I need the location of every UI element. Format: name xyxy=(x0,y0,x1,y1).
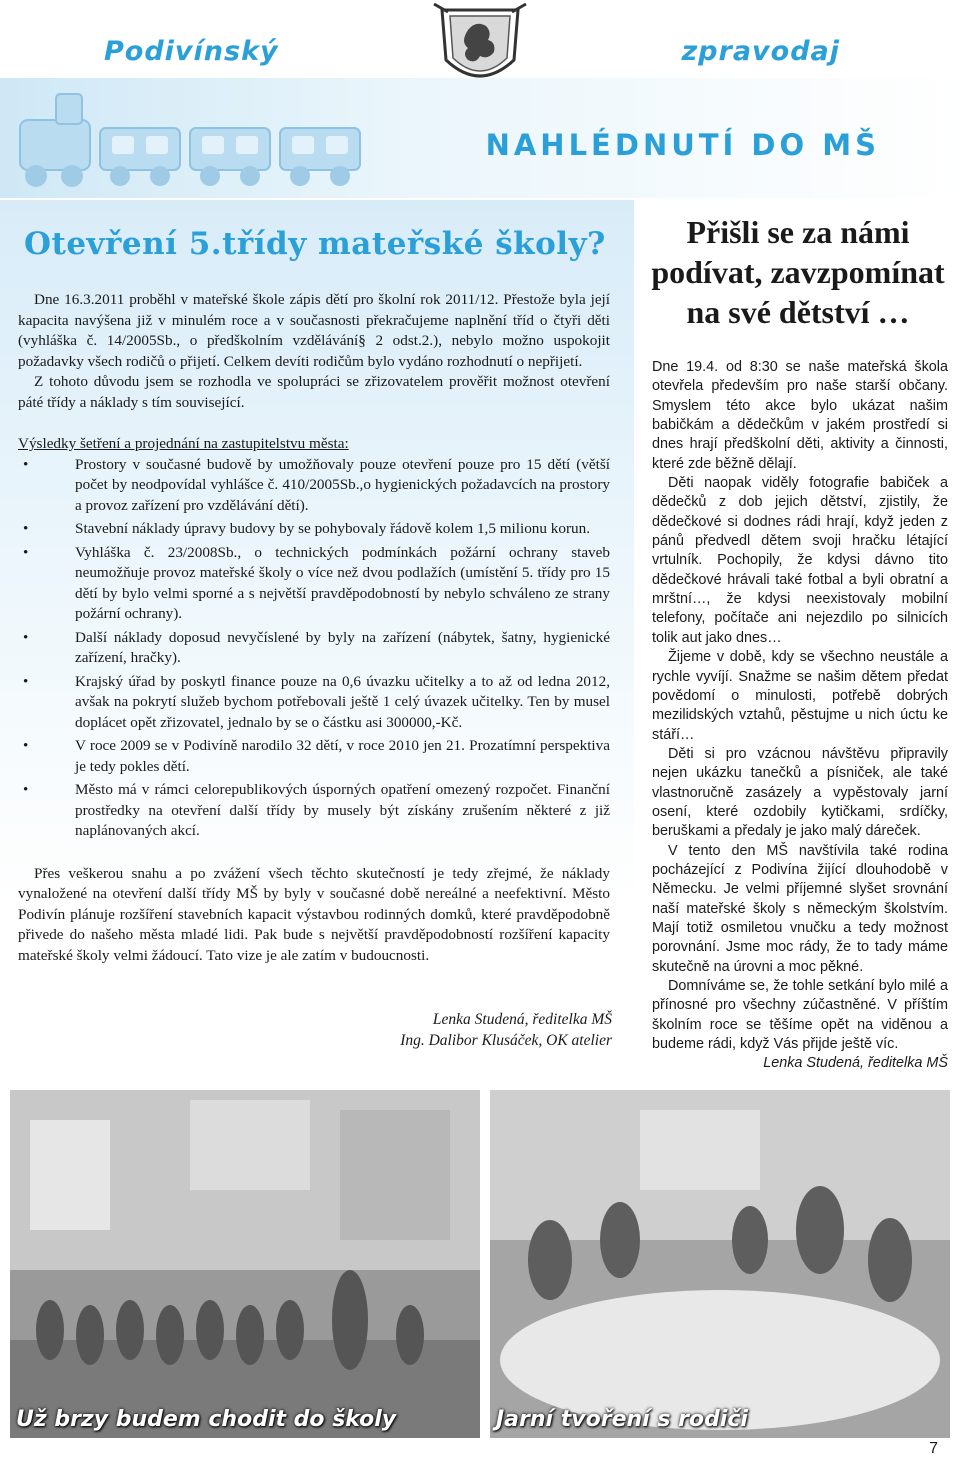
sidebar-paragraph: Žijeme v době, kdy se všechno neustále a rychle vyvíjí. Snažme se našim dětem předat povědomí o minulosti, potřebě dobrých mezilidských vztahů, pěstujme u nich úctu ke stáří… xyxy=(652,649,948,743)
article-signature-1: Lenka Studená, ředitelka MŠ xyxy=(432,1011,612,1028)
article-signature-2: Ing. Dalibor Klusáček, OK atelier xyxy=(400,1032,612,1049)
sidebar-paragraph: Děti naopak viděly fotografie babiček a dědečků z dob jejich dětství, zjistily, že dědečkové si dodnes rádi hrají, když jeden z pánů předvedl dětem svoji hračku létající vrtulník. Pochopily, že kdysi dávno tito dědečkové hrávali také fotbal a byli obratní a mrštní…, že kdysi neexistovaly mobilní telefony, počítače ani nejezdilo po silnicích tolik aut jako dnes… xyxy=(652,475,948,646)
article-title: Otevření 5.třídy mateřské školy? xyxy=(24,226,606,262)
sidebar-paragraph: Dne 19.4. od 8:30 se naše mateřská škola otevřela především pro naše starší občany. Smyslem této akce bylo ukázat našim babičkám a dědečkům v jakém prostředí si dnes hrají předškolní děti, aktivity a činnosti, které zde běžně dělají. xyxy=(652,359,948,472)
photo-children-class xyxy=(10,1090,480,1438)
sidebar-title: Přišli se za námi podívat, zavzpomínat na své dětství … xyxy=(651,214,945,330)
masthead-right: zpravodaj xyxy=(681,36,840,67)
page-header xyxy=(0,0,960,200)
sidebar-signature: Lenka Studená, ředitelka MŠ xyxy=(763,1055,948,1072)
page-number: 7 xyxy=(929,1440,938,1457)
town-crest-icon xyxy=(428,0,532,92)
list-item: • Město má v rámci celorepublikových úsporných opatření omezený rozpočet. Finanční prostředky na otevření další třídy by musely být získány zrušením některé z již naplánovaných akcí. xyxy=(18,780,610,842)
list-item: • Vyhláška č. 23/2008Sb., o technických podmínkách požární ochrany staveb neumožňuje provoz mateřské školy o více než dvou podlažích (umístění 5. třídy pro 15 dětí by bylo velmi sporné a s největší pravděpodobností by nebylo schváleno ze strany požární ochrany). xyxy=(18,543,610,625)
photo-caption: Už brzy budem chodit do školy xyxy=(16,1407,397,1432)
photo-spring-crafts-image xyxy=(490,1090,950,1438)
photo-caption: Jarní tvoření s rodiči xyxy=(496,1407,748,1432)
article-paragraph-3: Přes veškerou snahu a po zvážení všech těchto skutečností je tedy zřejmé, že náklady vynaložené na otevření další třídy MŠ by byly v současné době nereálné a neefektivní. Město Podivín plánuje rozšíření stavebních kapacit výstavbou rodinných domků, které pravděpodobně přivede do našeho města mladé lidi. Pak bude s největší pravděpodobností rozšíření kapacity mateřské školy velmi žádoucí. Tato vize je ale zatím v budoucnosti. xyxy=(18,864,610,964)
list-item: • Krajský úřad by poskytl finance pouze na 0,6 úvazku učitelky a to až od ledna 2012, avšak na pokrytí služeb bychom potřebovali ještě 1 celý úvazek učitelky. Ten by musel doplácet opět zřizovatel, jednalo by se o částku asi 300000,-Kč. xyxy=(18,672,610,734)
list-item: • Další náklady doposud nevyčíslené by byly na zařízení (nábytek, šatny, hygienické zařízení, hračky). xyxy=(18,628,610,669)
photo-children-class-image xyxy=(10,1090,480,1438)
train-illustration-icon xyxy=(0,80,420,198)
sidebar-paragraph: Děti si pro vzácnou návštěvu připravily nejen ukázku tanečků a písniček, ale také vlastnoručně zasázely a vypěstovaly jarní osení, které ozdobily kytičkami, srdíčky, beruškami a předaly je jako malý dáreček. xyxy=(652,745,948,840)
list-item: • Prostory v současné budově by umožňovaly pouze otevření pouze pro 15 dětí (větší počet by neodpovídal vyhlášce č. 410/2005Sb.,o hygienických požadavcích na prostory a provoz zařízení pro vzdělávání dětí). xyxy=(18,455,610,517)
sidebar-paragraph: V tento den MŠ navštívila také rodina pocházející z Podivína žijící dlouhodobě v Německu. Je velmi příjemné slyšet srovnání naší mateřské školy s německým školstvím. Mají totiž osmiletou vnučku a tedy možnost porovnání. Jsme moc rády, že to tady máme skutečně na úrovni a moc pěkné. xyxy=(652,842,948,975)
sidebar-paragraph: Domníváme se, že tohle setkání bylo milé a přínosné pro všechny zúčastněné. V příštím školním roce se těšíme opět na viděnou a budeme rádi, když Vás přijde ještě víc. xyxy=(652,978,948,1053)
masthead-left: Podivínský xyxy=(104,36,279,67)
list-item: • Stavební náklady úpravy budovy by se pohybovaly řádově kolem 1,5 milionu korun. xyxy=(18,519,610,540)
section-title: NAHLÉDNUTÍ DO MŠ xyxy=(485,128,880,162)
article-paragraph-1: Dne 16.3.2011 proběhl v mateřské škole zápis dětí pro školní rok 2011/12. Přestože byla její kapacita navýšena již v minulém roce a v současnosti překračujeme naplnění tříd o čtyři děti (vyhláška č. 14/2005Sb., o předškolním vzdělávání§ 2 odst.2.), nebylo možno uspokojit požadavky všech rodičů o přijetí. Celkem devíti rodičům bylo vydáno rozhodnutí o nepřijetí. xyxy=(18,291,610,370)
list-heading-text: Výsledky šetření a projednání na zastupitelstvu města: xyxy=(18,435,349,452)
list-heading xyxy=(18,434,610,455)
sidebar-body xyxy=(652,358,948,1074)
article-body xyxy=(18,290,610,966)
results-list xyxy=(18,455,610,842)
article-paragraph-2: Z tohoto důvodu jsem se rozhodla ve spolupráci se zřizovatelem prověřit možnost otevření páté třídy a náklady s tím související. xyxy=(18,373,610,411)
list-item: • V roce 2009 se v Podivíně narodilo 32 dětí, v roce 2010 jen 21. Prozatímní perspektiva je tedy pokles dětí. xyxy=(18,736,610,777)
photo-spring-crafts xyxy=(490,1090,950,1438)
